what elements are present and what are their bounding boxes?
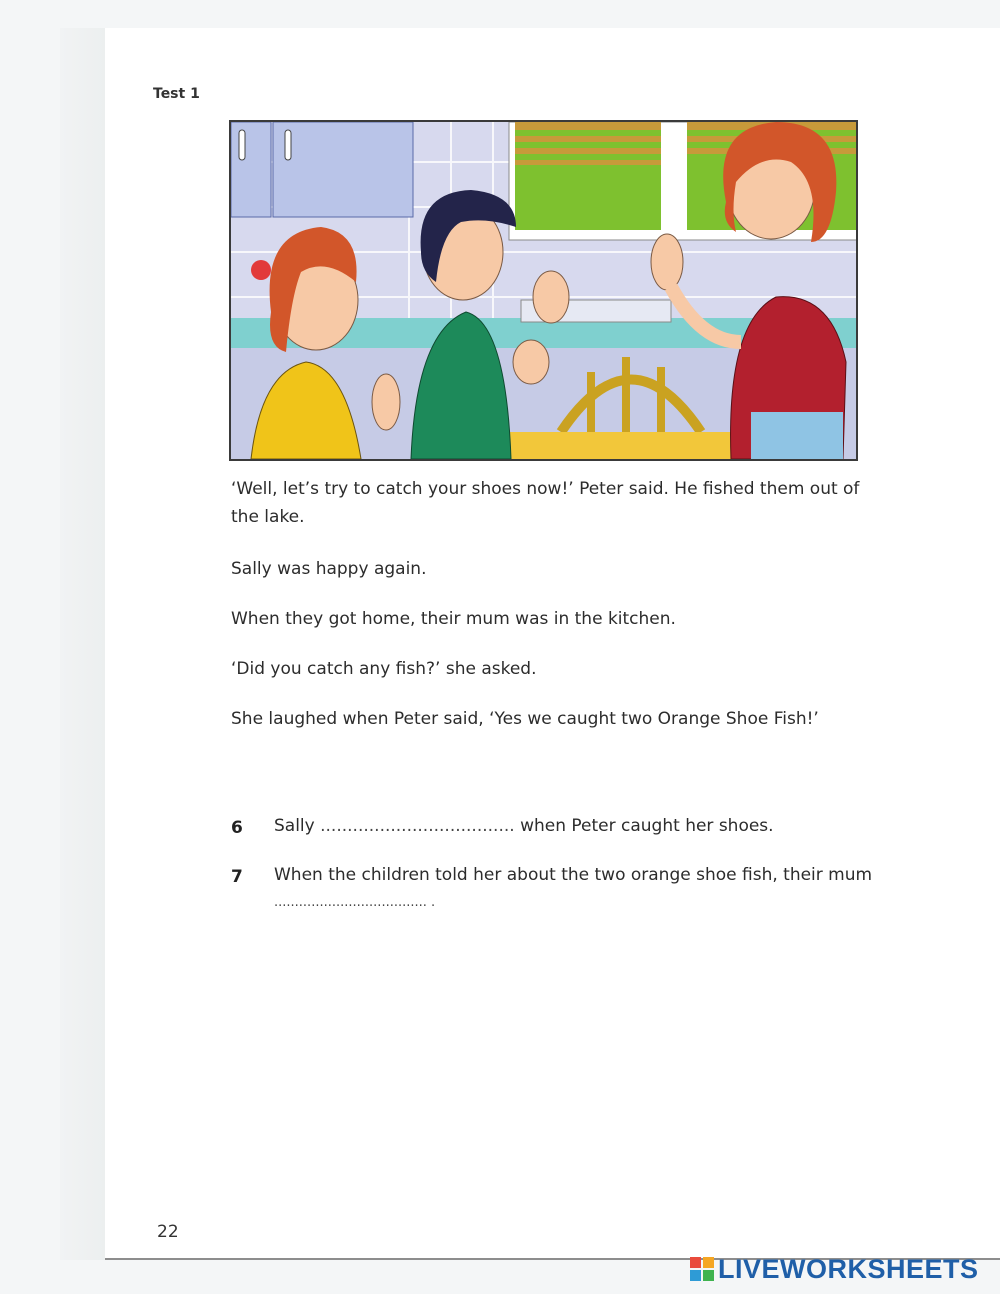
question-6-after: when Peter caught her shoes. [520, 816, 774, 836]
liveworksheets-brand [690, 1254, 979, 1284]
page-number: 22 [157, 1222, 179, 1242]
liveworksheets-logo-icon [690, 1257, 714, 1281]
liveworksheets-wordmark: LIVEWORKSHEETS [718, 1253, 979, 1284]
story-paragraph-3: When they got home, their mum was in the kitchen. [231, 609, 676, 629]
test-label: Test 1 [153, 86, 200, 102]
question-6-text [274, 816, 774, 836]
story-paragraph-5: She laughed when Peter said, ‘Yes we caught two Orange Shoe Fish!’ [231, 709, 819, 729]
story-paragraph-2: Sally was happy again. [231, 559, 427, 579]
story-paragraph-1: ‘Well, let’s try to catch your shoes now!’ Peter said. He fished them out of the lake. [231, 479, 860, 527]
kitchen-illustration [229, 120, 858, 461]
page-edge-shadow [60, 28, 105, 1260]
question-6-before: Sally [274, 816, 315, 836]
question-6-answer-blank[interactable]: .................................... [320, 816, 515, 836]
question-6-number: 6 [231, 818, 243, 838]
question-7-text: When the children told her about the two orange shoe fish, their mum [274, 865, 873, 885]
question-7-number: 7 [231, 867, 243, 887]
story-paragraph-4: ‘Did you catch any fish?’ she asked. [231, 659, 537, 679]
question-7-answer-blank[interactable]: ..................................... . [274, 895, 436, 910]
